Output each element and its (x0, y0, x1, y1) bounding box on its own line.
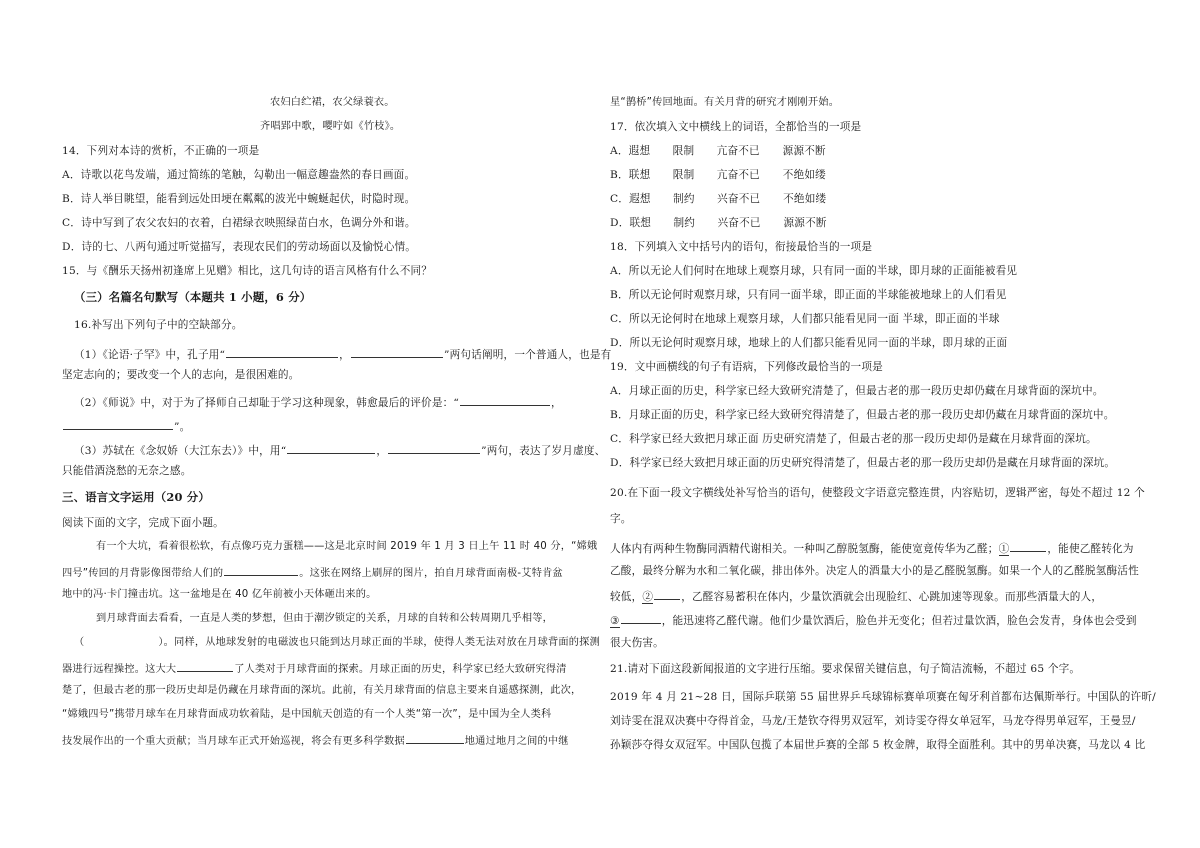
option-word: 源源不断 (783, 217, 827, 229)
q16-part2 (74, 394, 562, 410)
option-word: 兴奋不已 (717, 193, 761, 205)
option-word: 不绝如缕 (783, 193, 827, 205)
answer-blank[interactable] (63, 418, 173, 430)
passage-text: 地通过地月之间的中继 (464, 736, 569, 747)
option-word: 联想 (628, 169, 651, 181)
q16-text: （2）《师说》中，对于为了择师自己却耻于学习这种现象，韩愈最后的评价是：“ (74, 397, 460, 409)
q21-text: 刘诗雯在混双决赛中夺得首金，马龙/王楚钦夺得男双冠军，刘诗雯夺得女单冠军，马龙夺得男单冠军，王曼昱/ (610, 715, 1136, 727)
q17-option (610, 192, 826, 206)
q14-option: C．诗中写到了农父农妇的衣着，白裙绿衣映照绿苗白水，色调分外和谐。 (62, 217, 416, 229)
section-heading: （三）名篇名句默写（本题共 1 小题，6 分） (74, 290, 312, 304)
q20-part: ，能迅速将乙醛代谢。他们少量饮酒后，脸色并无变化；但若过量饮酒，脸色会发青，身体也会受到 (661, 615, 1137, 627)
answer-blank[interactable] (388, 442, 480, 454)
q16-text: ， (551, 397, 562, 409)
passage-text: 。这张在网络上刷屏的图片，拍自月球背面南极-艾特肯盆 (299, 568, 563, 579)
passage-text: 了人类对于月球背面的探索。月球正面的历史，科学家已经大致研究得清 (234, 664, 567, 675)
option-word: 限制 (672, 145, 695, 157)
passage-line: 星“鹊桥”传回地面。有关月背的研究才刚刚开始。 (610, 97, 840, 108)
option-letter: A． (610, 145, 629, 157)
answer-blank[interactable] (621, 612, 661, 624)
q16-text: ”两句，表达了岁月虚度、 (481, 445, 606, 457)
q16-text: 坚定志向的；要改变一个人的志向，是很困难的。 (62, 369, 300, 381)
answer-blank[interactable] (654, 588, 680, 600)
option-word: 兴奋不已 (717, 217, 761, 229)
q20-text: 乙酸，最终分解为水和二氧化碳，排出体外。决定人的酒量大小的是乙醛脱氢酶。如果一个人的乙醛脱氢酶活性 (610, 565, 1139, 577)
q16-text: ， (339, 349, 350, 361)
blank-marker: ③ (610, 615, 620, 627)
answer-blank[interactable] (1010, 540, 1046, 552)
q20-text: 很大伤害。 (610, 637, 664, 649)
passage-line (74, 636, 600, 650)
q20-text (610, 588, 1102, 604)
poem-line: 齐唱郢中歌，嘤咛如《竹枝》。 (260, 121, 401, 132)
passage-line: 到月球背面去看看，一直是人类的梦想，但由于潮汐锁定的关系，月球的自转和公转周期几乎相等， (96, 613, 554, 624)
answer-blank[interactable] (351, 346, 443, 358)
passage-text: 四号”传回的月背影像图带给人们的 (62, 568, 224, 579)
q18-option: C．所以无论何时在地球上观察月球，人们都只能看见同一面 半球，即正面的半球 (610, 313, 1000, 325)
q16-text: （3）苏轼在《念奴娇（大江东去）》中，用“ (74, 445, 287, 457)
q20-part: ，乙醛容易蓄积在体内，少量饮酒就会出现脸红、心跳加速等现象。而那些酒量大的人， (681, 591, 1103, 603)
q21-text: 孙颖莎夺得女双冠军。中国队包揽了本届世乒赛的全部 5 枚金牌，取得全面胜利。其中的男单决赛，马龙以 4 比 (610, 739, 1146, 751)
passage-line: 有一个大坑，看着很松软，有点像巧克力蛋糕——这是北京时间 2019 年 1 月 3 日上午 11 时 40 分，“嫦娥 (96, 541, 598, 552)
q16-part1 (74, 346, 611, 362)
q16-text: ”。 (174, 421, 191, 433)
q14-option: A．诗歌以花鸟发端，通过简练的笔触，勾勒出一幅意趣盎然的春日画面。 (62, 169, 416, 181)
blank-marker: ① (998, 543, 1010, 555)
q16-part2-cont (62, 418, 190, 434)
q18-option: B．所以无论何时观察月球，只有同一面半球，即正面的半球能被地球上的人们看见 (610, 289, 1007, 301)
passage-line (62, 564, 563, 581)
answer-blank[interactable] (460, 394, 550, 406)
q21-text: 2019 年 4 月 21~28 日，国际乒联第 55 届世界乒乓球锦标赛单项赛在匈牙利首都布达佩斯举行。中国队的许昕/ (610, 691, 1156, 703)
q20-stem: 20.在下面一段文字横线处补写恰当的语句，使整段文字语意完整连贯，内容贴切，逻辑严密，每处不超过 12 个 (610, 487, 1145, 499)
q20-text (610, 612, 1137, 628)
q17-option (610, 168, 826, 182)
option-word: 不绝如缕 (782, 169, 826, 181)
option-word: 制约 (673, 217, 696, 229)
q20-part: 较低， (610, 591, 643, 603)
passage-line (62, 732, 569, 749)
q17-option (610, 144, 826, 158)
right-column (600, 0, 1180, 848)
q15-stem: 15．与《酬乐天扬州初逢席上见赠》相比，这几句诗的语言风格有什么不同？ (62, 265, 433, 277)
q16-text: （1）《论语·子罕》中，孔子用“ (74, 349, 226, 361)
q18-option: A．所以无论人们何时在地球上观察月球，只有同一面的半球，即月球的正面能被看见 (610, 265, 1018, 277)
q14-option: B．诗人举目眺望，能看到远处田埂在粼粼的波光中蜿蜒起伏，时隐时现。 (62, 193, 416, 205)
passage-line: 楚了，但最古老的那一段历史却是仍藏在月球背面的深坑。此前，有关月球背面的信息主要来自遥感探测，此次， (62, 685, 582, 696)
option-word: 亢奋不已 (716, 145, 760, 157)
blank-marker: ② (642, 591, 654, 603)
q19-option: C．科学家已经大致把月球正面 历史研究清楚了，但最古老的那一段历史却仍是藏在月球背面的深坑。 (610, 433, 1097, 445)
option-word: 遐想 (628, 145, 651, 157)
q16-text: 只能借酒浇愁的无奈之感。 (62, 465, 192, 477)
passage-line: 地中的冯·卡门撞击坑。这一盆地是在 40 亿年前被小天体砸出来的。 (62, 589, 377, 600)
q19-option: B．月球正面的历史，科学家已经大致研究得清楚了，但最古老的那一段历史却仍藏在月球背面的深坑中。 (610, 409, 1115, 421)
q16-text: ”两句话阐明，一个普通人，也是有 (443, 349, 612, 361)
poem-line: 农妇白纻裙，农父绿蓑衣。 (270, 97, 395, 108)
option-word: 亢奋不已 (716, 169, 760, 181)
option-letter: D． (610, 217, 630, 229)
option-letter: B． (610, 169, 629, 181)
q19-stem: 19．文中画横线的句子有语病，下列修改最恰当的一项是 (610, 361, 883, 373)
passage-text: ）。同样，从地球发射的电磁波也只能到达月球正面的半球，使得人类无法对放在月球背面的探测 (158, 637, 600, 648)
q14-option: D．诗的七、八两句通过听觉描写，表现农民们的劳动场面以及愉悦心情。 (62, 241, 417, 253)
answer-blank[interactable] (287, 442, 375, 454)
section-heading: 三、语言文字运用（20 分） (62, 490, 210, 504)
option-word: 遐想 (629, 193, 651, 205)
q17-stem: 17．依次填入文中横线上的词语，全都恰当的一项是 (610, 121, 862, 133)
answer-blank[interactable] (177, 660, 233, 672)
q18-stem: 18．下列填入文中括号内的语句，衔接最恰当的一项是 (610, 241, 873, 253)
q16-text: ， (376, 445, 388, 457)
passage-line (62, 660, 567, 677)
q20-part: 人体内有两种生物酶同酒精代谢相关。一种叫乙醇脱氢酶，能使宽竟传华为乙醛； (610, 543, 999, 555)
option-word: 联想 (629, 217, 652, 229)
q20-part: ，能使乙醛转化为 (1047, 543, 1134, 555)
q19-option: A．月球正面的历史，科学家已经大致研究清楚了，但最古老的那一段历史却仍藏在月球背面的深坑中。 (610, 385, 1104, 397)
passage-text: （ (74, 637, 85, 648)
option-word: 限制 (672, 169, 695, 181)
option-word: 制约 (673, 193, 695, 205)
q16-stem: 16.补写出下列句子中的空缺部分。 (74, 319, 243, 331)
q17-option (610, 216, 827, 230)
q14-stem: 14．下列对本诗的赏析，不正确的一项是 (62, 145, 260, 157)
q20-text (610, 540, 1134, 556)
q19-option: D．科学家已经大致把月球正面的历史研究得清楚了，但最古老的那一段历史却仍是藏在月球背面的深坑。 (610, 457, 1116, 469)
q20-stem: 字。 (610, 513, 632, 525)
answer-blank[interactable] (226, 346, 338, 358)
answer-blank[interactable] (224, 564, 298, 576)
q18-option: D．所以无论何时观察月球，地球上的人们都只能看见同一面的半球，即月球的正面 (610, 337, 1008, 349)
q21-stem: 21.请对下面这段新闻报道的文字进行压缩。要求保留关键信息，句子简洁流畅，不超过 65 个字。 (610, 663, 1081, 675)
read-prompt: 阅读下面的文字，完成下面小题。 (62, 517, 224, 529)
q16-part3 (74, 442, 606, 458)
option-letter: C． (610, 193, 630, 205)
passage-text: 器进行远程操控。这大大 (62, 664, 177, 675)
answer-blank[interactable] (406, 732, 464, 744)
passage-line: “嫦娥四号”携带月球车在月球背面成功软着陆，是中国航天创造的有一个人类“第一次”，是中国为全人类科 (62, 709, 552, 720)
option-word: 源源不断 (782, 145, 826, 157)
passage-text: 技发展作出的一个重大贡献；当月球车正式开始巡视，将会有更多科学数据 (62, 736, 405, 747)
